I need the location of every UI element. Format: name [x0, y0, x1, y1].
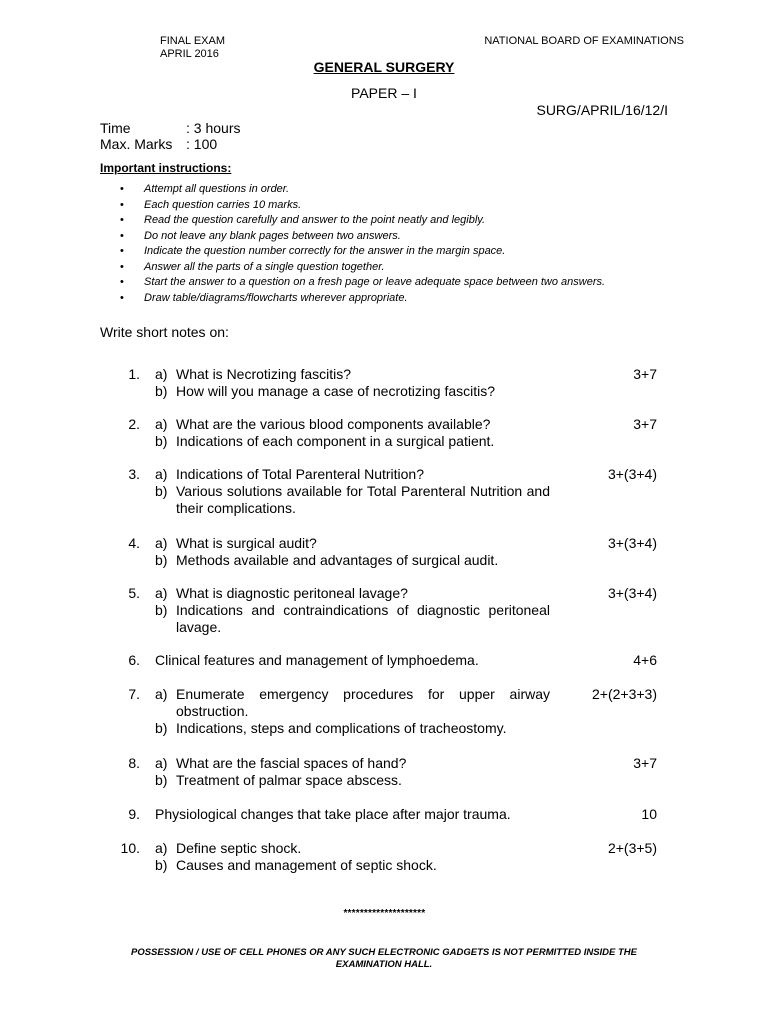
part-label: b): [155, 720, 168, 736]
part-text: Define septic shock.: [176, 840, 302, 856]
part-text: How will you manage a case of necrotizing fascitis?: [176, 383, 496, 399]
question-number: 1.: [128, 366, 140, 382]
marks-row: [100, 136, 217, 152]
question-number: 4.: [128, 535, 140, 551]
part-text: Indications of Total Parenteral Nutrition?: [176, 466, 424, 482]
part-text: What is Necrotizing fascitis?: [176, 366, 352, 382]
question-body: [155, 366, 550, 400]
part-label: a): [155, 416, 168, 432]
instructions-heading: Important instructions:: [100, 161, 232, 175]
question-number: 7.: [128, 686, 140, 702]
question-number: 9.: [128, 806, 140, 822]
question-number: 8.: [128, 755, 140, 771]
instruction-item: • Do not leave any blank pages between two answers.: [120, 229, 605, 245]
question-marks: 3+(3+4): [607, 535, 657, 551]
paper-code: SURG/APRIL/16/12/I: [536, 102, 668, 118]
question-number: 6.: [128, 652, 140, 668]
part-text: What are the fascial spaces of hand?: [176, 755, 407, 771]
question-marks: 3+7: [633, 366, 657, 382]
question-body: [155, 806, 555, 823]
question-body: [155, 466, 550, 517]
part-label: b): [155, 552, 168, 568]
question-number: 10.: [120, 840, 140, 856]
question-body: [155, 585, 550, 636]
part-label: a): [155, 466, 168, 482]
question-marks: 2+(2+3+3): [592, 686, 657, 702]
part-label: b): [155, 772, 168, 788]
section-title: Write short notes on:: [100, 324, 229, 340]
part-text: What are the various blood components available?: [176, 416, 491, 432]
board-name: NATIONAL BOARD OF EXAMINATIONS: [484, 35, 684, 47]
part-text: Indications, steps and complications of tracheostomy.: [176, 720, 507, 736]
question-marks: 4+6: [633, 652, 657, 668]
question-number: 2.: [128, 416, 140, 432]
instruction-item: • Answer all the parts of a single question together.: [120, 260, 605, 276]
part-text: What is surgical audit?: [176, 535, 317, 551]
part-label: b): [155, 857, 168, 873]
part-text: Causes and management of septic shock.: [176, 857, 437, 873]
part-text: Indications and contraindications of diagnostic peritoneal lavage.: [176, 602, 550, 635]
footer-notice: [100, 947, 668, 971]
part-text: Treatment of palmar space abscess.: [176, 772, 402, 788]
question-body: [155, 535, 550, 569]
question-marks: 3+(3+4): [607, 585, 657, 601]
part-label: b): [155, 383, 168, 399]
part-label: a): [155, 686, 168, 702]
instructions-list: [120, 182, 605, 306]
part-label: a): [155, 755, 168, 771]
instruction-item: • Start the answer to a question on a fresh page or leave adequate space between two answers.: [120, 275, 605, 291]
footer-line: EXAMINATION HALL.: [335, 959, 433, 970]
instruction-item: • Draw table/diagrams/flowcharts wherever appropriate.: [120, 291, 605, 307]
separator: ********************: [343, 908, 425, 919]
time-label: Time: [100, 120, 131, 136]
part-text: Clinical features and management of lymphoedema.: [155, 652, 479, 668]
question-number: 5.: [128, 585, 140, 601]
part-label: a): [155, 585, 168, 601]
part-text: What is diagnostic peritoneal lavage?: [176, 585, 408, 601]
exam-type: FINAL EXAM: [160, 35, 225, 47]
part-label: b): [155, 602, 168, 618]
question-marks: 10: [641, 806, 657, 822]
time-value: : 3 hours: [186, 120, 241, 136]
part-text: Indications of each component in a surgical patient.: [176, 433, 495, 449]
part-label: a): [155, 366, 168, 382]
question-marks: 3+7: [633, 755, 657, 771]
part-text: Methods available and advantages of surgical audit.: [176, 552, 499, 568]
part-label: b): [155, 433, 168, 449]
marks-label: Max. Marks: [100, 136, 173, 152]
instruction-item: • Indicate the question number correctly for the answer in the margin space.: [120, 244, 605, 260]
marks-value: : 100: [186, 136, 218, 152]
question-number: 3.: [128, 466, 140, 482]
instruction-item: • Each question carries 10 marks.: [120, 198, 605, 214]
part-label: a): [155, 840, 168, 856]
exam-date: APRIL 2016: [160, 48, 219, 60]
part-text: Physiological changes that take place after major trauma.: [155, 806, 511, 822]
instruction-item: • Read the question carefully and answer to the point neatly and legibly.: [120, 213, 605, 229]
part-text: Various solutions available for Total Parenteral Nutrition and their complications.: [176, 483, 550, 516]
footer-line: POSSESSION / USE OF CELL PHONES OR ANY SUCH ELECTRONIC GADGETS IS NOT PERMITTED INSIDE THE: [130, 947, 638, 958]
question-body: [155, 755, 550, 789]
instruction-item: • Attempt all questions in order.: [120, 182, 605, 198]
page-title: GENERAL SURGERY: [313, 59, 455, 75]
question-body: [155, 840, 550, 874]
part-text: Enumerate emergency procedures for upper airway obstruction.: [176, 686, 550, 719]
question-body: [155, 416, 550, 450]
paper-label: PAPER – I: [351, 85, 417, 101]
time-row: [100, 120, 240, 136]
question-marks: 3+7: [633, 416, 657, 432]
part-label: b): [155, 483, 168, 499]
question-marks: 3+(3+4): [607, 466, 657, 482]
part-label: a): [155, 535, 168, 551]
question-marks: 2+(3+5): [607, 840, 657, 856]
question-body: [155, 652, 555, 669]
question-body: [155, 686, 550, 737]
